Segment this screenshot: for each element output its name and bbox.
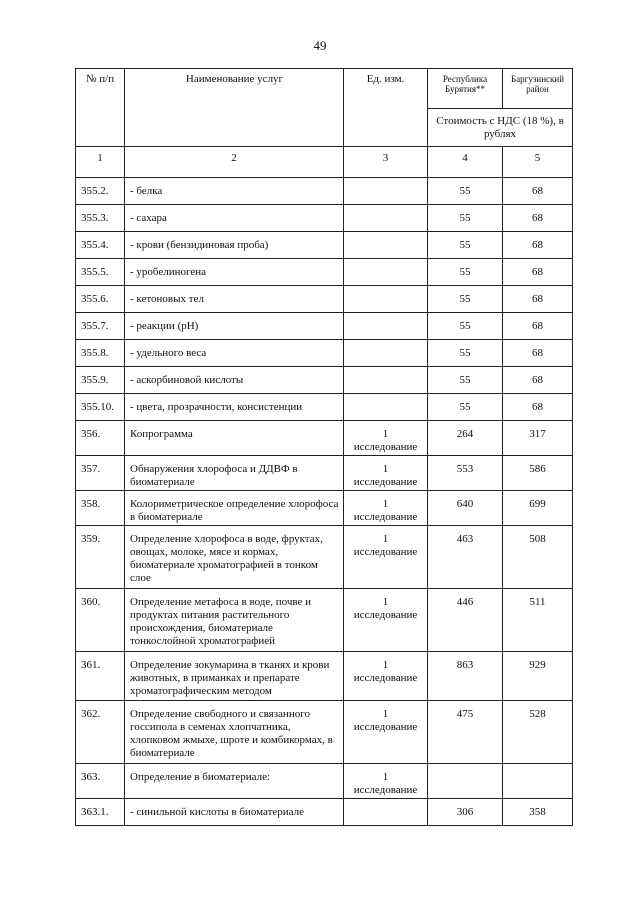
price-buryatia: 55 xyxy=(428,367,503,394)
table-row xyxy=(76,764,573,799)
index-cell: 1 xyxy=(76,147,125,178)
price-barguzin: 358 xyxy=(503,799,573,826)
unit-name: исследование xyxy=(353,609,418,621)
table-row xyxy=(76,340,573,367)
price-table xyxy=(75,68,573,826)
unit-cell xyxy=(344,764,428,799)
row-number: 358. xyxy=(76,491,125,526)
table-row xyxy=(76,799,573,826)
unit-cell xyxy=(344,421,428,456)
index-cell: 5 xyxy=(503,147,573,178)
price-barguzin: 68 xyxy=(503,259,573,286)
unit-quantity: 1 xyxy=(382,533,389,545)
price-buryatia: 446 xyxy=(428,589,503,652)
unit-name: исследование xyxy=(353,441,418,453)
unit-quantity: 1 xyxy=(382,596,389,608)
table-row xyxy=(76,205,573,232)
table-body xyxy=(76,178,573,826)
price-buryatia: 55 xyxy=(428,340,503,367)
price-barguzin: 586 xyxy=(503,456,573,491)
service-name: Обнаружения хлорофоса и ДДВФ в биоматериале xyxy=(125,456,344,491)
table-row xyxy=(76,394,573,421)
unit-name: исследование xyxy=(353,511,418,523)
price-buryatia: 306 xyxy=(428,799,503,826)
unit-name: исследование xyxy=(353,672,418,684)
price-buryatia xyxy=(428,764,503,799)
header-region-buryatia: Республика Бурятия** xyxy=(428,69,503,109)
index-cell: 2 xyxy=(125,147,344,178)
unit-cell xyxy=(344,652,428,701)
header-region-barguzin: Баргузинский район xyxy=(503,69,573,109)
table-row xyxy=(76,259,573,286)
unit-quantity: 1 xyxy=(382,428,389,440)
table-row xyxy=(76,178,573,205)
price-barguzin: 68 xyxy=(503,367,573,394)
price-barguzin: 68 xyxy=(503,313,573,340)
price-buryatia: 55 xyxy=(428,394,503,421)
unit-cell xyxy=(344,286,428,313)
unit-cell xyxy=(344,367,428,394)
table-row xyxy=(76,313,573,340)
price-buryatia: 264 xyxy=(428,421,503,456)
table-row xyxy=(76,286,573,313)
index-cell: 3 xyxy=(344,147,428,178)
table-row xyxy=(76,526,573,589)
service-name: - кетоновых тел xyxy=(125,286,344,313)
price-buryatia: 553 xyxy=(428,456,503,491)
price-buryatia: 640 xyxy=(428,491,503,526)
price-barguzin: 929 xyxy=(503,652,573,701)
price-barguzin xyxy=(503,764,573,799)
header-number: № п/п xyxy=(76,69,125,147)
service-name: - аскорбиновой кислоты xyxy=(125,367,344,394)
service-name: - удельного веса xyxy=(125,340,344,367)
row-number: 355.9. xyxy=(76,367,125,394)
row-number: 361. xyxy=(76,652,125,701)
table-row xyxy=(76,456,573,491)
table-header-row xyxy=(76,69,573,109)
service-name: - уробелиногена xyxy=(125,259,344,286)
table-row xyxy=(76,232,573,259)
header-service-name: Наименование услуг xyxy=(125,69,344,147)
service-name: - белка xyxy=(125,178,344,205)
service-name: - цвета, прозрачности, консистенции xyxy=(125,394,344,421)
unit-cell xyxy=(344,178,428,205)
price-barguzin: 68 xyxy=(503,286,573,313)
service-name: - синильной кислоты в биоматериале xyxy=(125,799,344,826)
price-buryatia: 55 xyxy=(428,286,503,313)
service-name: Определение метафоса в воде, почве и продуктах питания растительного происхождения, биоматериале тонкослойной хроматографией xyxy=(125,589,344,652)
header-cost-label: Стоимость с НДС (18 %), в рублях xyxy=(428,109,573,147)
unit-cell xyxy=(344,205,428,232)
price-barguzin: 68 xyxy=(503,178,573,205)
page-number: 49 xyxy=(313,38,327,53)
price-buryatia: 55 xyxy=(428,205,503,232)
unit-quantity: 1 xyxy=(382,463,389,475)
table-row xyxy=(76,652,573,701)
unit-cell xyxy=(344,394,428,421)
price-buryatia: 55 xyxy=(428,259,503,286)
unit-name: исследование xyxy=(353,476,418,488)
unit-cell xyxy=(344,526,428,589)
service-name: Копрограмма xyxy=(125,421,344,456)
price-buryatia: 55 xyxy=(428,232,503,259)
unit-cell xyxy=(344,589,428,652)
row-number: 357. xyxy=(76,456,125,491)
index-cell: 4 xyxy=(428,147,503,178)
price-barguzin: 68 xyxy=(503,232,573,259)
unit-cell xyxy=(344,456,428,491)
price-buryatia: 463 xyxy=(428,526,503,589)
table-row xyxy=(76,421,573,456)
service-name: Определение свободного и связанного госсипола в семенах хлопчатника, хлопковом жмыхе, шроте и комбикормах, в биоматериале xyxy=(125,701,344,764)
price-barguzin: 511 xyxy=(503,589,573,652)
row-number: 356. xyxy=(76,421,125,456)
price-barguzin: 68 xyxy=(503,340,573,367)
price-barguzin: 508 xyxy=(503,526,573,589)
service-name: Определение хлорофоса в воде, фруктах, овощах, молоке, мясе и кормах, биоматериале хроматографией в тонком слое xyxy=(125,526,344,589)
table-row xyxy=(76,491,573,526)
unit-cell xyxy=(344,313,428,340)
row-number: 363. xyxy=(76,764,125,799)
unit-quantity: 1 xyxy=(382,771,389,783)
price-buryatia: 55 xyxy=(428,313,503,340)
price-barguzin: 317 xyxy=(503,421,573,456)
row-number: 363.1. xyxy=(76,799,125,826)
unit-name: исследование xyxy=(353,784,418,796)
unit-cell xyxy=(344,340,428,367)
unit-cell xyxy=(344,491,428,526)
row-number: 359. xyxy=(76,526,125,589)
price-barguzin: 528 xyxy=(503,701,573,764)
price-buryatia: 475 xyxy=(428,701,503,764)
row-number: 355.6. xyxy=(76,286,125,313)
header-unit: Ед. изм. xyxy=(344,69,428,147)
price-buryatia: 863 xyxy=(428,652,503,701)
price-barguzin: 68 xyxy=(503,205,573,232)
service-name: - сахара xyxy=(125,205,344,232)
service-name: Определение в биоматериале: xyxy=(125,764,344,799)
unit-quantity: 1 xyxy=(382,708,389,720)
unit-quantity: 1 xyxy=(382,498,389,510)
unit-name: исследование xyxy=(353,546,418,558)
price-barguzin: 699 xyxy=(503,491,573,526)
row-number: 355.2. xyxy=(76,178,125,205)
service-name: Колориметрическое определение хлорофоса в биоматериале xyxy=(125,491,344,526)
table-row xyxy=(76,367,573,394)
table-row xyxy=(76,589,573,652)
row-number: 355.10. xyxy=(76,394,125,421)
unit-quantity: 1 xyxy=(382,659,389,671)
table-row xyxy=(76,701,573,764)
unit-cell xyxy=(344,701,428,764)
table-index-row xyxy=(76,147,573,178)
service-name: - крови (бензидиновая проба) xyxy=(125,232,344,259)
price-barguzin: 68 xyxy=(503,394,573,421)
row-number: 355.4. xyxy=(76,232,125,259)
row-number: 355.5. xyxy=(76,259,125,286)
price-buryatia: 55 xyxy=(428,178,503,205)
row-number: 355.8. xyxy=(76,340,125,367)
row-number: 355.3. xyxy=(76,205,125,232)
row-number: 360. xyxy=(76,589,125,652)
unit-cell xyxy=(344,259,428,286)
unit-cell xyxy=(344,799,428,826)
row-number: 362. xyxy=(76,701,125,764)
row-number: 355.7. xyxy=(76,313,125,340)
service-name: - реакции (рН) xyxy=(125,313,344,340)
service-name: Определение зокумарина в тканях и крови животных, в приманках и препарате хроматографическим методом xyxy=(125,652,344,701)
unit-cell xyxy=(344,232,428,259)
unit-name: исследование xyxy=(353,721,418,733)
